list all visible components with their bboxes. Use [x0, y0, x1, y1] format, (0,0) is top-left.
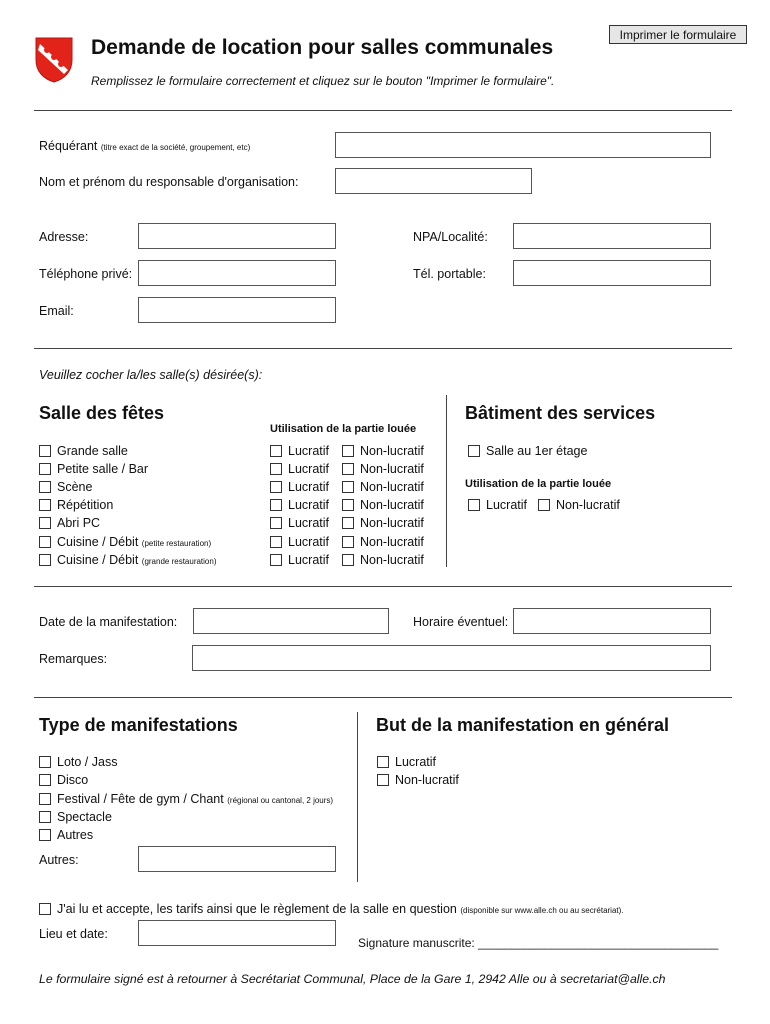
- divider: [34, 697, 732, 698]
- lucratif-option[interactable]: Lucratif: [270, 497, 329, 513]
- type-manifestations-title: Type de manifestations: [39, 715, 238, 735]
- npa-label: NPA/Localité:: [413, 230, 488, 244]
- services-usage-header: Utilisation de la partie louée: [465, 478, 612, 490]
- column-divider: [357, 712, 358, 882]
- date-field[interactable]: [193, 608, 389, 634]
- lucratif-option[interactable]: Lucratif: [270, 552, 329, 568]
- room-item[interactable]: Cuisine / Débit (grande restauration): [39, 552, 217, 568]
- checkbox[interactable]: [270, 481, 282, 493]
- services-room-item[interactable]: Salle au 1er étage: [468, 443, 587, 459]
- checkbox[interactable]: [270, 499, 282, 511]
- checkbox[interactable]: [39, 499, 51, 511]
- room-item[interactable]: Répétition: [39, 497, 113, 513]
- rooms-prompt: Veuillez cocher la/les salle(s) désirée(s):: [39, 368, 263, 382]
- divider: [34, 110, 732, 111]
- lucratif-option[interactable]: Lucratif: [270, 479, 329, 495]
- checkbox[interactable]: [39, 517, 51, 529]
- column-divider: [446, 395, 447, 567]
- non-lucratif-option[interactable]: Non-lucratif: [342, 552, 424, 568]
- signature-line: Signature manuscrite: ____________________________________: [358, 936, 719, 950]
- checkbox[interactable]: [468, 445, 480, 457]
- coat-of-arms-logo: [34, 36, 74, 84]
- return-instructions: Le formulaire signé est à retourner à Secrétariat Communal, Place de la Gare 1, 2942 Alle ou à secretariat@alle.ch: [39, 972, 666, 986]
- type-item[interactable]: Autres: [39, 827, 93, 843]
- divider: [34, 348, 732, 349]
- room-item[interactable]: Abri PC: [39, 515, 100, 531]
- non-lucratif-option[interactable]: Non-lucratif: [342, 534, 424, 550]
- accept-terms-checkbox[interactable]: J'ai lu et accepte, les tarifs ainsi que le règlement de la salle en question (disponible sur www.alle.ch ou au secrétariat).: [39, 901, 624, 917]
- non-lucratif-option[interactable]: Non-lucratif: [342, 515, 424, 531]
- checkbox[interactable]: [377, 756, 389, 768]
- checkbox[interactable]: [39, 756, 51, 768]
- remarques-field[interactable]: [192, 645, 711, 671]
- requerant-note: (titre exact de la société, groupement, etc): [100, 143, 251, 152]
- checkbox[interactable]: [39, 811, 51, 823]
- checkbox[interactable]: [39, 554, 51, 566]
- checkbox[interactable]: [468, 499, 480, 511]
- non-lucratif-option[interactable]: Non-lucratif: [342, 461, 424, 477]
- checkbox[interactable]: [39, 481, 51, 493]
- checkbox[interactable]: [342, 517, 354, 529]
- type-item[interactable]: Festival / Fête de gym / Chant (régional ou cantonal, 2 jours): [39, 791, 333, 807]
- purpose-non-lucratif-option[interactable]: Non-lucratif: [377, 772, 459, 788]
- telephone-field[interactable]: [138, 260, 336, 286]
- print-button[interactable]: Imprimer le formulaire: [609, 25, 747, 44]
- lucratif-option[interactable]: Lucratif: [270, 443, 329, 459]
- checkbox[interactable]: [270, 445, 282, 457]
- batiment-services-title: Bâtiment des services: [465, 403, 656, 423]
- checkbox[interactable]: [270, 463, 282, 475]
- checkbox[interactable]: [342, 445, 354, 457]
- checkbox[interactable]: [39, 829, 51, 841]
- adresse-field[interactable]: [138, 223, 336, 249]
- type-item[interactable]: Spectacle: [39, 809, 112, 825]
- autres-field[interactable]: [138, 846, 336, 872]
- type-item[interactable]: Loto / Jass: [39, 754, 117, 770]
- room-item[interactable]: Grande salle: [39, 443, 128, 459]
- lieu-date-field[interactable]: [138, 920, 336, 946]
- checkbox[interactable]: [39, 536, 51, 548]
- checkbox[interactable]: [39, 903, 51, 915]
- checkbox[interactable]: [342, 481, 354, 493]
- checkbox[interactable]: [538, 499, 550, 511]
- checkbox[interactable]: [270, 536, 282, 548]
- adresse-label: Adresse:: [39, 230, 89, 244]
- date-label: Date de la manifestation:: [39, 615, 178, 629]
- divider: [34, 586, 732, 587]
- checkbox[interactable]: [342, 536, 354, 548]
- autres-label: Autres:: [39, 853, 79, 867]
- checkbox[interactable]: [39, 793, 51, 805]
- non-lucratif-option[interactable]: Non-lucratif: [342, 497, 424, 513]
- responsable-label: Nom et prénom du responsable d'organisation:: [39, 175, 299, 189]
- accept-note: (disponible sur www.alle.ch ou au secrétariat).: [460, 906, 624, 915]
- checkbox[interactable]: [39, 774, 51, 786]
- room-item[interactable]: Petite salle / Bar: [39, 461, 148, 477]
- but-manifestation-title: But de la manifestation en général: [376, 715, 670, 735]
- non-lucratif-option[interactable]: Non-lucratif: [342, 479, 424, 495]
- email-label: Email:: [39, 304, 74, 318]
- checkbox[interactable]: [39, 445, 51, 457]
- non-lucratif-option[interactable]: Non-lucratif: [342, 443, 424, 459]
- portable-label: Tél. portable:: [413, 267, 486, 281]
- npa-field[interactable]: [513, 223, 711, 249]
- checkbox[interactable]: [377, 774, 389, 786]
- lieu-date-label: Lieu et date:: [39, 927, 108, 941]
- checkbox[interactable]: [342, 463, 354, 475]
- non-lucratif-option[interactable]: Non-lucratif: [538, 497, 620, 513]
- page-subtitle: Remplissez le formulaire correctement et cliquez sur le bouton "Imprimer le formulaire".: [91, 74, 555, 88]
- checkbox[interactable]: [39, 463, 51, 475]
- email-field[interactable]: [138, 297, 336, 323]
- requerant-label: Réquérant (titre exact de la société, groupement, etc): [39, 139, 251, 153]
- purpose-lucratif-option[interactable]: Lucratif: [377, 754, 436, 770]
- checkbox[interactable]: [342, 554, 354, 566]
- lucratif-option[interactable]: Lucratif: [270, 461, 329, 477]
- room-item[interactable]: Scène: [39, 479, 92, 495]
- type-item[interactable]: Disco: [39, 772, 88, 788]
- checkbox[interactable]: [270, 517, 282, 529]
- remarques-label: Remarques:: [39, 652, 108, 666]
- room-item[interactable]: Cuisine / Débit (petite restauration): [39, 534, 211, 550]
- lucratif-option[interactable]: Lucratif: [270, 534, 329, 550]
- telephone-label: Téléphone privé:: [39, 267, 133, 281]
- horaire-field[interactable]: [513, 608, 711, 634]
- portable-field[interactable]: [513, 260, 711, 286]
- salle-fetes-title: Salle des fêtes: [39, 403, 165, 423]
- horaire-label: Horaire éventuel:: [413, 615, 509, 629]
- page-title: Demande de location pour salles communales: [91, 36, 554, 59]
- usage-header: Utilisation de la partie louée: [270, 423, 417, 435]
- checkbox[interactable]: [342, 499, 354, 511]
- requerant-field[interactable]: [335, 132, 711, 158]
- checkbox[interactable]: [270, 554, 282, 566]
- responsable-field[interactable]: [335, 168, 532, 194]
- lucratif-option[interactable]: Lucratif: [270, 515, 329, 531]
- lucratif-option[interactable]: Lucratif: [468, 497, 527, 513]
